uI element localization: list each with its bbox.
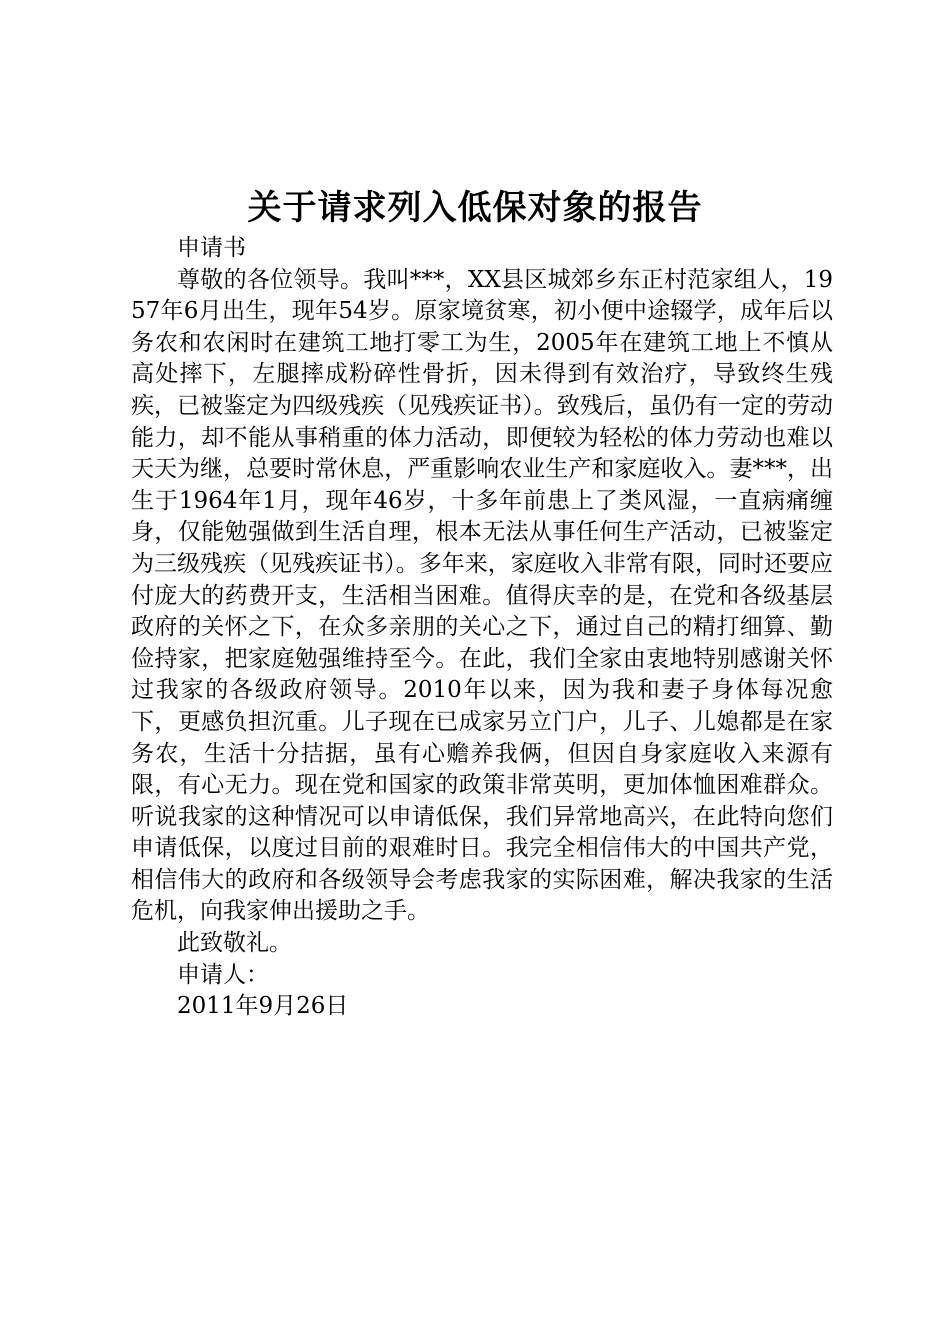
document-title: 关于请求列入低保对象的报告: [247, 188, 703, 228]
document-body: [131, 233, 833, 1023]
body-paragraph: 尊敬的各位领导。我叫***，XX县区城郊乡东正村范家组人，1957年6月出生，现年54岁。原家境贫寒，初小便中途辍学，成年后以务农和农闲时在建筑工地打零工为生，2005年在建筑工地上不慎从高处摔下，左腿摔成粉碎性骨折，因未得到有效治疗，导致终生残疾，已被鉴定为四级残疾（见残疾证书）。致残后，虽仍有一定的劳动能力，却不能从事稍重的体力活动，即便较为轻松的体力劳动也难以天天为继，总要时常休息，严重影响农业生产和家庭收入。妻***，出生于1964年1月，现年46岁，十多年前患上了类风湿，一直病痛缠身，仅能勉强做到生活自理，根本无法从事任何生产活动，已被鉴定为三级残疾（见残疾证书）。多年来，家庭收入非常有限，同时还要应付庞大的药费开支，生活相当困难。值得庆幸的是，在党和各级基层政府的关怀之下，在众多亲朋的关心之下，通过自己的精打细算、勤俭持家，把家庭勉强维持至今。在此，我们全家由衷地特别感谢关怀过我家的各级政府领导。2010年以来，因为我和妻子身体每况愈下，更感负担沉重。儿子现在已成家另立门户，儿子、儿媳都是在家务农，生活十分拮据，虽有心赡养我俩，但因自身家庭收入来源有限，有心无力。现在党和国家的政策非常英明，更加体恤困难群众。听说我家的这种情况可以申请低保，我们异常地高兴，在此特向您们申请低保，以度过目前的艰难时日。我完全相信伟大的中国共产党，相信伟大的政府和各级领导会考虑我家的实际困难，解决我家的生活危机，向我家伸出援助之手。: [131, 266, 833, 925]
date-line: 2011年9月26日: [177, 993, 349, 1020]
applicant-label: 申请人：: [177, 961, 269, 988]
closing-line: 此致敬礼。: [177, 930, 292, 957]
heading-label: 申请书: [177, 235, 246, 261]
